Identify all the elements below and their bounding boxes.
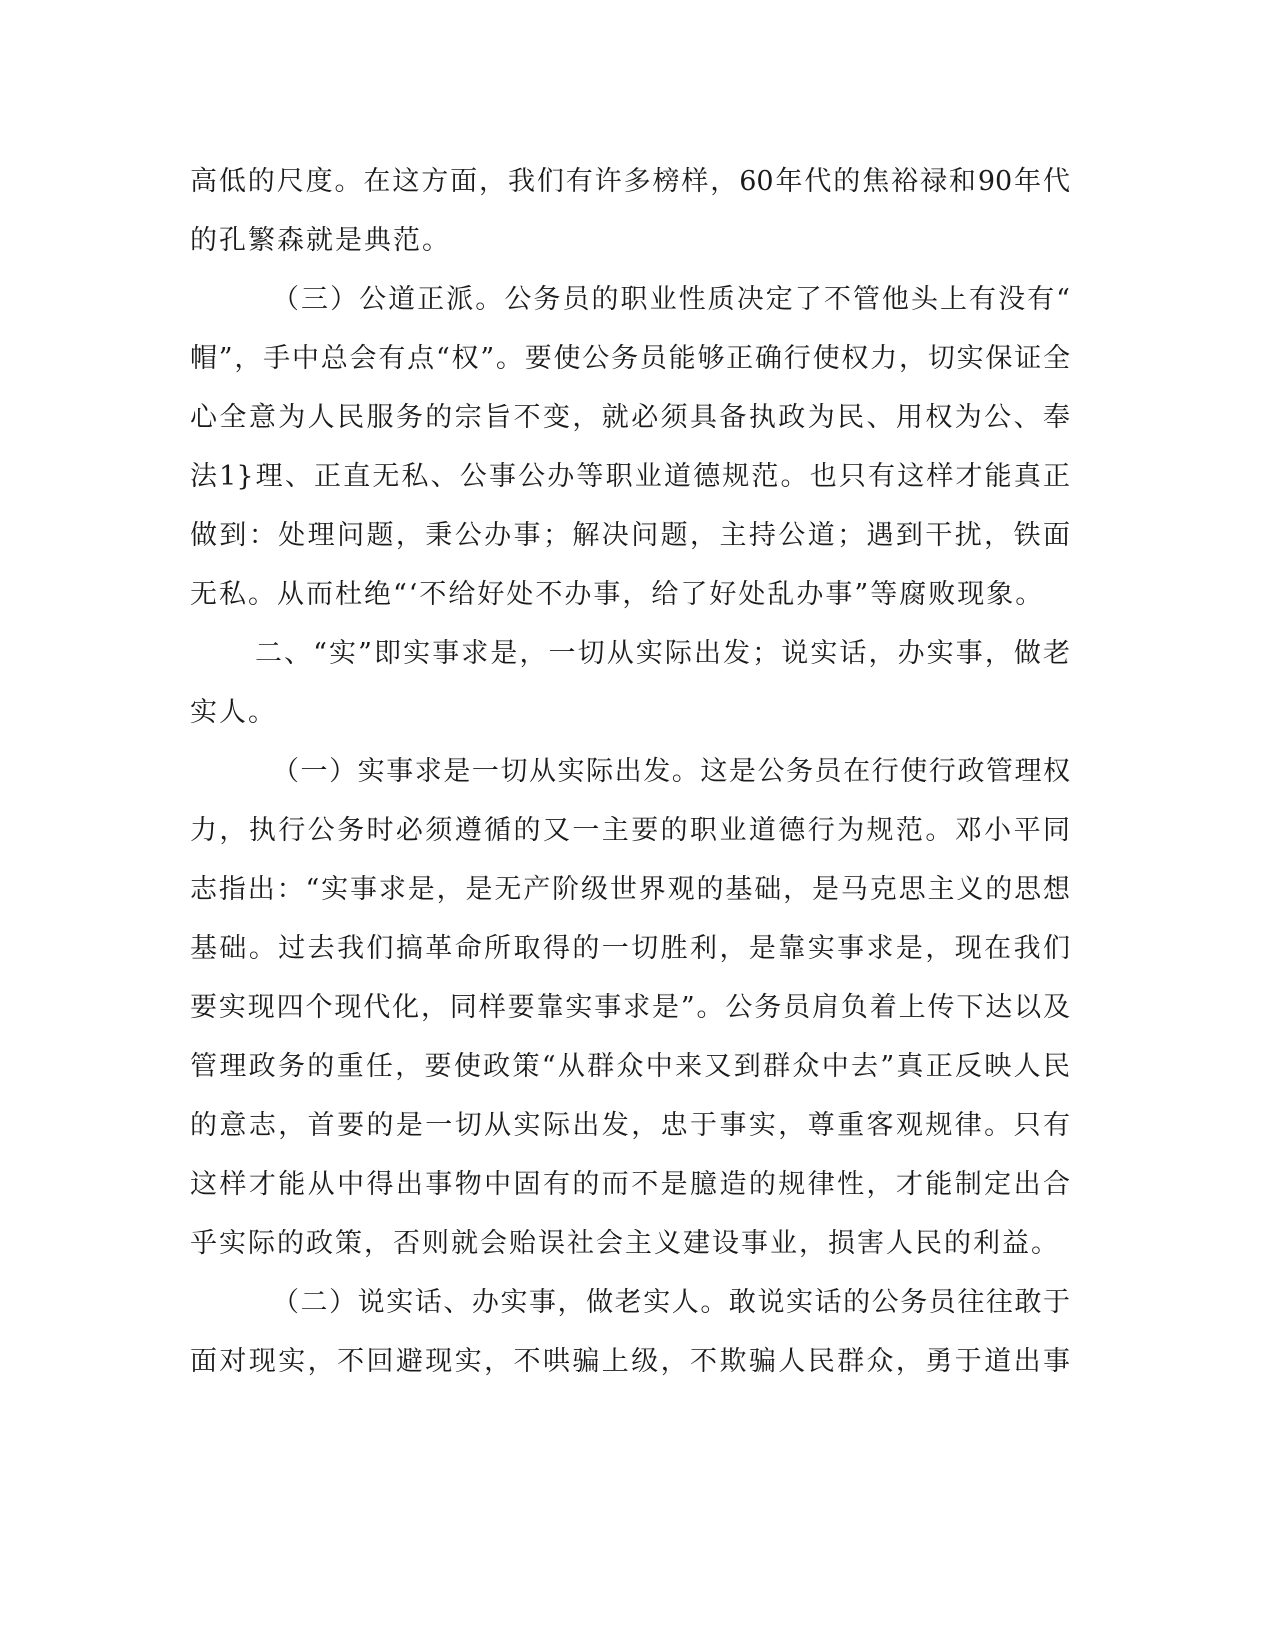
text-line: 高低的尺度。在这方面，我们有许多榜样，60年代的焦裕禄和90年代	[190, 166, 1070, 197]
text-line: 帽”，手中总会有点“权”。要使公务员能够正确行使权力，切实保证全	[190, 343, 1070, 374]
text-line: 心全意为人民服务的宗旨不变，就必须具备执政为民、用权为公、奉	[190, 402, 1070, 433]
text-line: 法1}理、正直无私、公事公办等职业道德规范。也只有这样才能真正	[190, 461, 1070, 492]
text-line: 管理政务的重任，要使政策“从群众中来又到群众中去”真正反映人民	[190, 1051, 1070, 1082]
text-line: 乎实际的政策，否则就会贻误社会主义建设事业，损害人民的利益。	[190, 1228, 1060, 1259]
text-line: 的孔繁森就是典范。	[190, 225, 451, 256]
text-line: 要实现四个现代化，同样要靠实事求是”。公务员肩负着上传下达以及	[190, 992, 1070, 1023]
text-line: 基础。过去我们搞革命所取得的一切胜利，是靠实事求是，现在我们	[190, 933, 1070, 964]
text-line: 志指出：“实事求是，是无产阶级世界观的基础，是马克思主义的思想	[190, 874, 1070, 905]
text-line: 面对现实，不回避现实，不哄骗上级，不欺骗人民群众，勇于道出事	[190, 1346, 1070, 1377]
text-line: 力，执行公务时必须遵循的又一主要的职业道德行为规范。邓小平同	[190, 815, 1070, 846]
text-line: 无私。从而杜绝“‘不给好处不办事，给了好处乱办事”等腐败现象。	[190, 579, 1045, 610]
text-line: 做到：处理问题，秉公办事；解决问题，主持公道；遇到干扰，铁面	[190, 520, 1070, 551]
text-line: （一）实事求是一切从实际出发。这是公务员在行使行政管理权	[272, 756, 1070, 787]
text-line: （三）公道正派。公务员的职业性质决定了不管他头上有没有“	[272, 284, 1070, 315]
text-line: 的意志，首要的是一切从实际出发，忠于事实，尊重客观规律。只有	[190, 1110, 1070, 1141]
text-line: 二、“实”即实事求是，一切从实际出发；说实话，办实事，做老	[255, 638, 1070, 669]
text-line: （二）说实话、办实事，做老实人。敢说实话的公务员往往敢于	[272, 1287, 1070, 1318]
text-line: 实人。	[190, 697, 277, 728]
text-line: 这样才能从中得出事物中固有的而不是臆造的规律性，才能制定出合	[190, 1169, 1070, 1200]
